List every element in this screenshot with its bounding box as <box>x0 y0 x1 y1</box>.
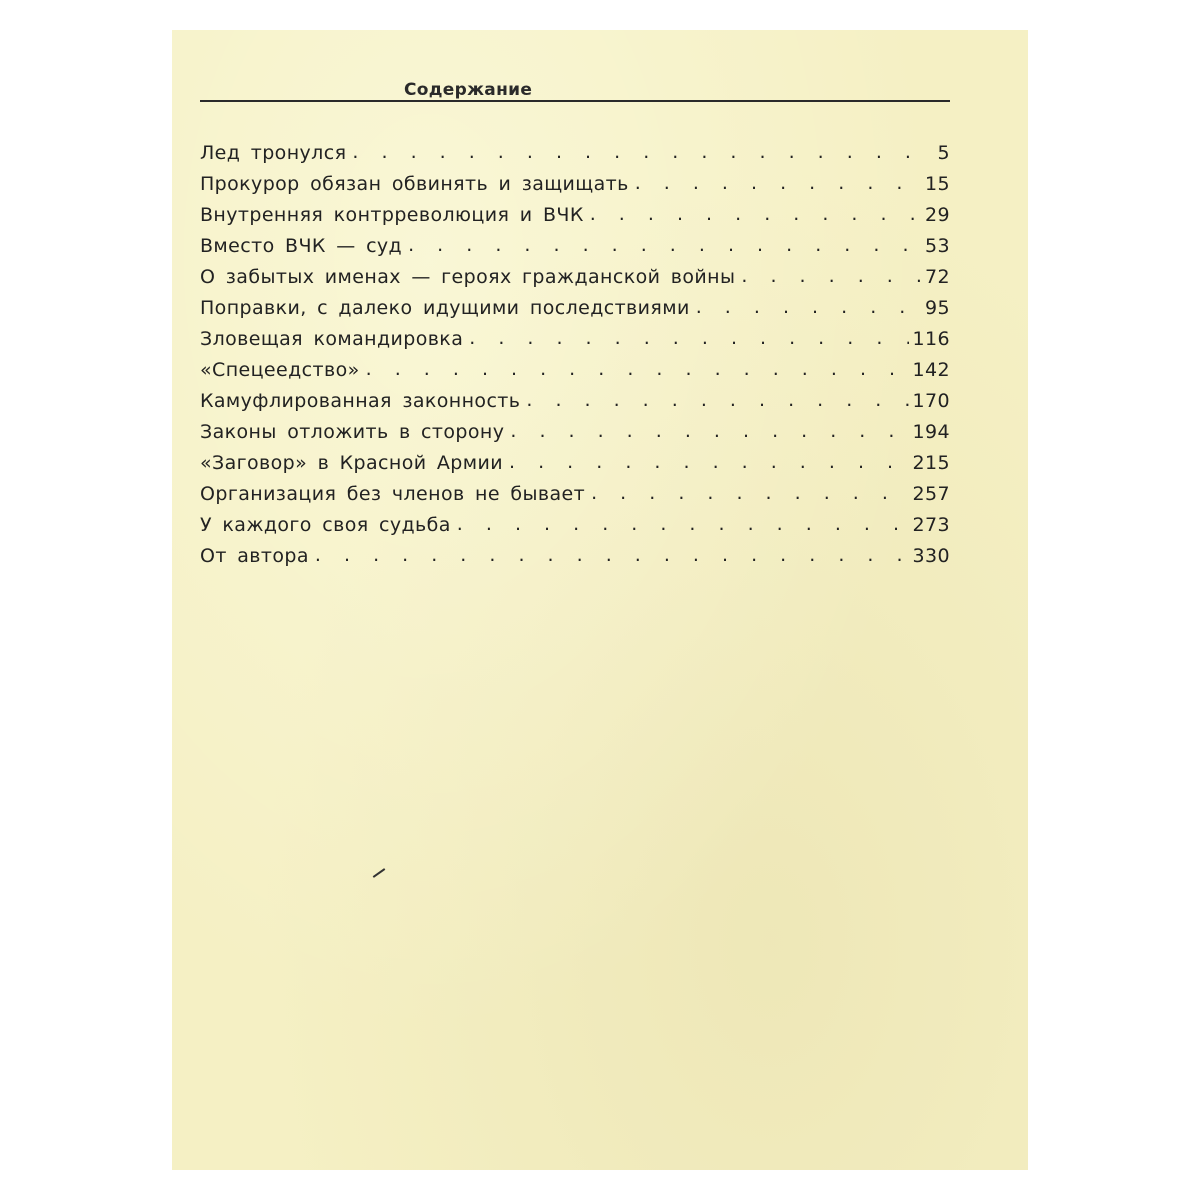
toc-entry-page: 257 <box>912 483 950 505</box>
toc-entry-page: 215 <box>912 452 950 474</box>
toc-entry-title: О забытых именах — героях гражданской войны <box>200 266 736 288</box>
book-page <box>172 30 1028 1170</box>
toc-entry <box>200 452 950 483</box>
dot-leader <box>510 420 908 442</box>
toc-entry-title: Внутренняя контрреволюция и ВЧК <box>200 204 584 226</box>
toc-entry-title: Законы отложить в сторону <box>200 421 505 443</box>
pencil-mark <box>373 868 386 878</box>
toc-entry-title: У каждого своя судьба <box>200 514 451 536</box>
toc-entry-title: Лед тронулся <box>200 142 347 164</box>
dot-leader <box>315 544 909 566</box>
toc-entry-title: Поправки, с далеко идущими последствиями <box>200 297 690 319</box>
dot-leader <box>635 172 921 194</box>
toc-entry-title: Прокурор обязан обвинять и защищать <box>200 173 629 195</box>
toc-entry <box>200 514 950 545</box>
dot-leader <box>591 482 908 504</box>
page-title: Содержание <box>404 80 533 100</box>
toc-entry <box>200 204 950 235</box>
toc-entry-page: 15 <box>925 173 950 195</box>
toc-entry <box>200 235 950 266</box>
toc-entry <box>200 421 950 452</box>
toc-entry-page: 142 <box>912 359 950 381</box>
dot-leader <box>457 513 909 535</box>
toc-entry-title: Камуфлированная законность <box>200 390 521 412</box>
toc-entry-title: Вместо ВЧК — суд <box>200 235 403 257</box>
toc-entry-page: 29 <box>925 204 950 226</box>
toc-entry-page: 330 <box>912 545 950 567</box>
toc-entry-title: «Заговор» в Красной Армии <box>200 452 504 474</box>
toc-entry-page: 194 <box>912 421 950 443</box>
toc-entry-page: 273 <box>912 514 950 536</box>
toc-entry <box>200 266 950 297</box>
toc-entry-title: «Спецеедство» <box>200 359 360 381</box>
dot-leader <box>509 451 909 473</box>
toc-entry-title: Зловещая командировка <box>200 328 464 350</box>
dot-leader <box>366 358 909 380</box>
table-of-contents <box>200 142 950 576</box>
toc-entry-page: 95 <box>925 297 950 319</box>
toc-entry-title: От автора <box>200 545 309 567</box>
dot-leader <box>408 234 921 256</box>
toc-entry-title: Организация без членов не бывает <box>200 483 586 505</box>
title-divider <box>200 100 950 102</box>
toc-entry <box>200 142 950 173</box>
toc-entry-page: 170 <box>912 390 950 412</box>
toc-entry-page: 53 <box>925 235 950 257</box>
dot-leader <box>741 265 921 287</box>
dot-leader <box>526 389 908 411</box>
toc-entry <box>200 328 950 359</box>
toc-entry <box>200 173 950 204</box>
toc-entry-page: 116 <box>912 328 950 350</box>
toc-entry <box>200 359 950 390</box>
dot-leader <box>696 296 921 318</box>
toc-entry <box>200 483 950 514</box>
dot-leader <box>590 203 921 225</box>
dot-leader <box>469 327 908 349</box>
dot-leader <box>352 141 928 163</box>
toc-entry-page: 72 <box>925 266 950 288</box>
toc-entry-page: 5 <box>937 142 950 164</box>
toc-entry <box>200 545 950 576</box>
toc-entry <box>200 390 950 421</box>
toc-entry <box>200 297 950 328</box>
